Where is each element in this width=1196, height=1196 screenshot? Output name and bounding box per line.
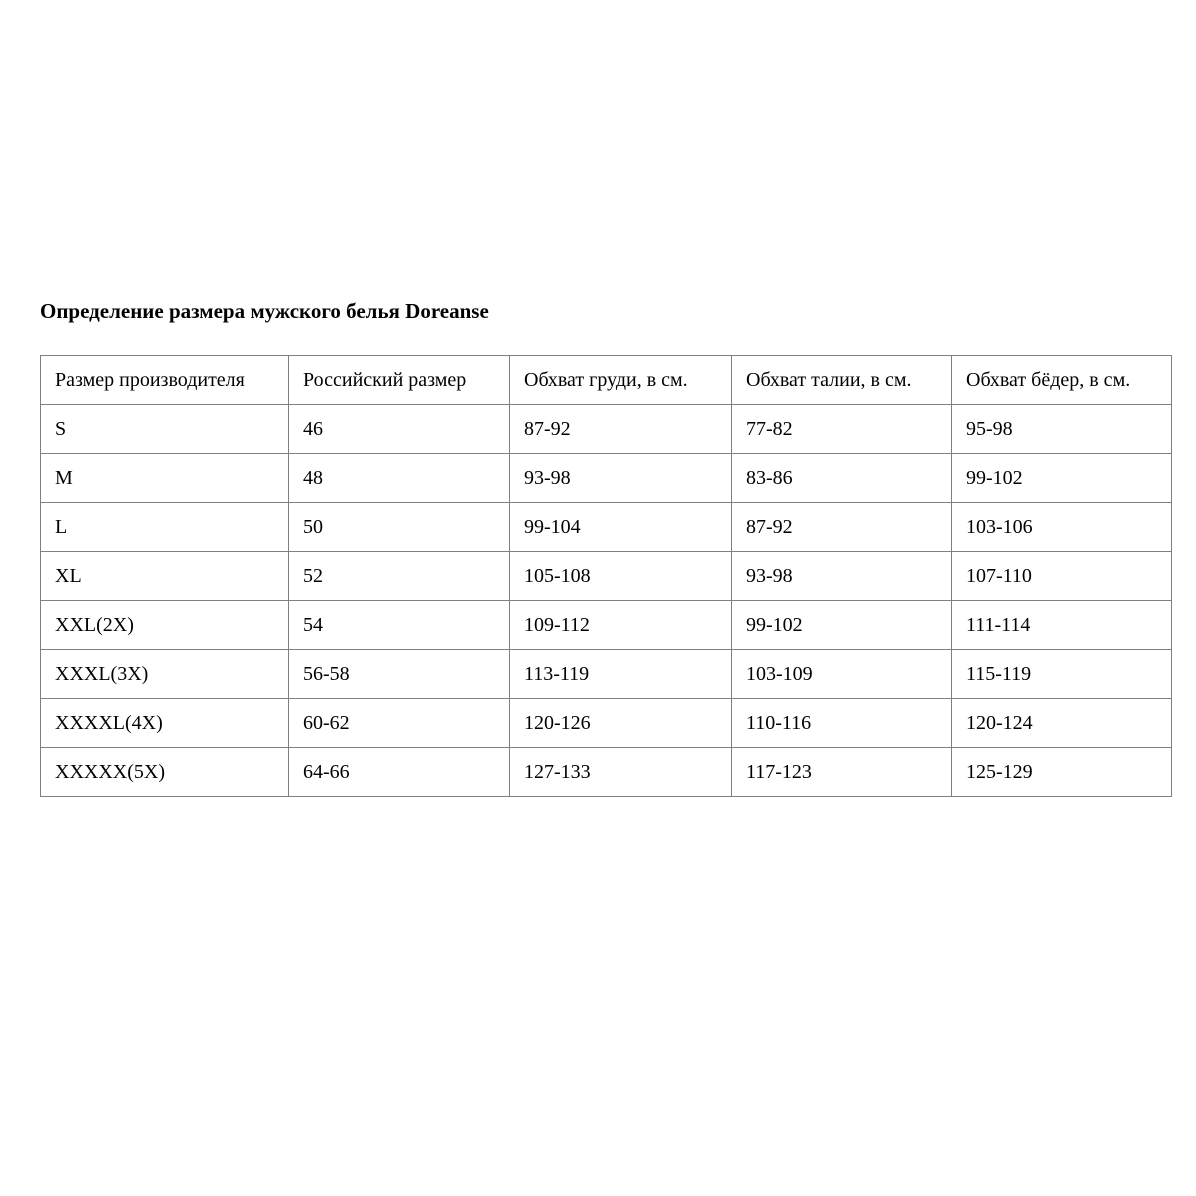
- table-cell: 56-58: [289, 650, 510, 699]
- table-cell: 95-98: [952, 405, 1172, 454]
- table-header-row: [41, 356, 1172, 405]
- table-cell: XXXXL(4X): [41, 699, 289, 748]
- table-cell: 120-124: [952, 699, 1172, 748]
- table-cell: XXL(2X): [41, 601, 289, 650]
- table-cell: 60-62: [289, 699, 510, 748]
- column-header-chest: Обхват груди, в см.: [510, 356, 732, 405]
- column-header-russian-size: Российский размер: [289, 356, 510, 405]
- table-cell: 77-82: [732, 405, 952, 454]
- table-cell: 113-119: [510, 650, 732, 699]
- table-row: [41, 454, 1172, 503]
- table-cell: 109-112: [510, 601, 732, 650]
- table-cell: 107-110: [952, 552, 1172, 601]
- table-cell: XXXL(3X): [41, 650, 289, 699]
- table-cell: 64-66: [289, 748, 510, 797]
- column-header-waist: Обхват талии, в см.: [732, 356, 952, 405]
- table-cell: 115-119: [952, 650, 1172, 699]
- table-cell: 87-92: [732, 503, 952, 552]
- table-row: [41, 405, 1172, 454]
- table-cell: 105-108: [510, 552, 732, 601]
- table-cell: 99-104: [510, 503, 732, 552]
- table-cell: 54: [289, 601, 510, 650]
- table-cell: 103-106: [952, 503, 1172, 552]
- table-cell: 117-123: [732, 748, 952, 797]
- table-row: [41, 650, 1172, 699]
- table-cell: 87-92: [510, 405, 732, 454]
- table-cell: XL: [41, 552, 289, 601]
- table-cell: 99-102: [952, 454, 1172, 503]
- table-cell: 93-98: [732, 552, 952, 601]
- column-header-manufacturer-size: Размер производителя: [41, 356, 289, 405]
- table-cell: 83-86: [732, 454, 952, 503]
- size-chart-table: [40, 355, 1172, 797]
- table-row: [41, 552, 1172, 601]
- table-cell: 127-133: [510, 748, 732, 797]
- column-header-hips: Обхват бёдер, в см.: [952, 356, 1172, 405]
- table-cell: 93-98: [510, 454, 732, 503]
- table-cell: 103-109: [732, 650, 952, 699]
- table-cell: 125-129: [952, 748, 1172, 797]
- table-cell: 120-126: [510, 699, 732, 748]
- table-cell: M: [41, 454, 289, 503]
- table-cell: 111-114: [952, 601, 1172, 650]
- table-row: [41, 699, 1172, 748]
- table-cell: 99-102: [732, 601, 952, 650]
- table-cell: 46: [289, 405, 510, 454]
- table-cell: XXXXX(5X): [41, 748, 289, 797]
- table-row: [41, 601, 1172, 650]
- table-cell: 110-116: [732, 699, 952, 748]
- page-title: Определение размера мужского белья Doreanse: [40, 299, 489, 323]
- table-cell: L: [41, 503, 289, 552]
- table-cell: 48: [289, 454, 510, 503]
- table-cell: S: [41, 405, 289, 454]
- table-row: [41, 748, 1172, 797]
- table-cell: 52: [289, 552, 510, 601]
- table-cell: 50: [289, 503, 510, 552]
- table-row: [41, 503, 1172, 552]
